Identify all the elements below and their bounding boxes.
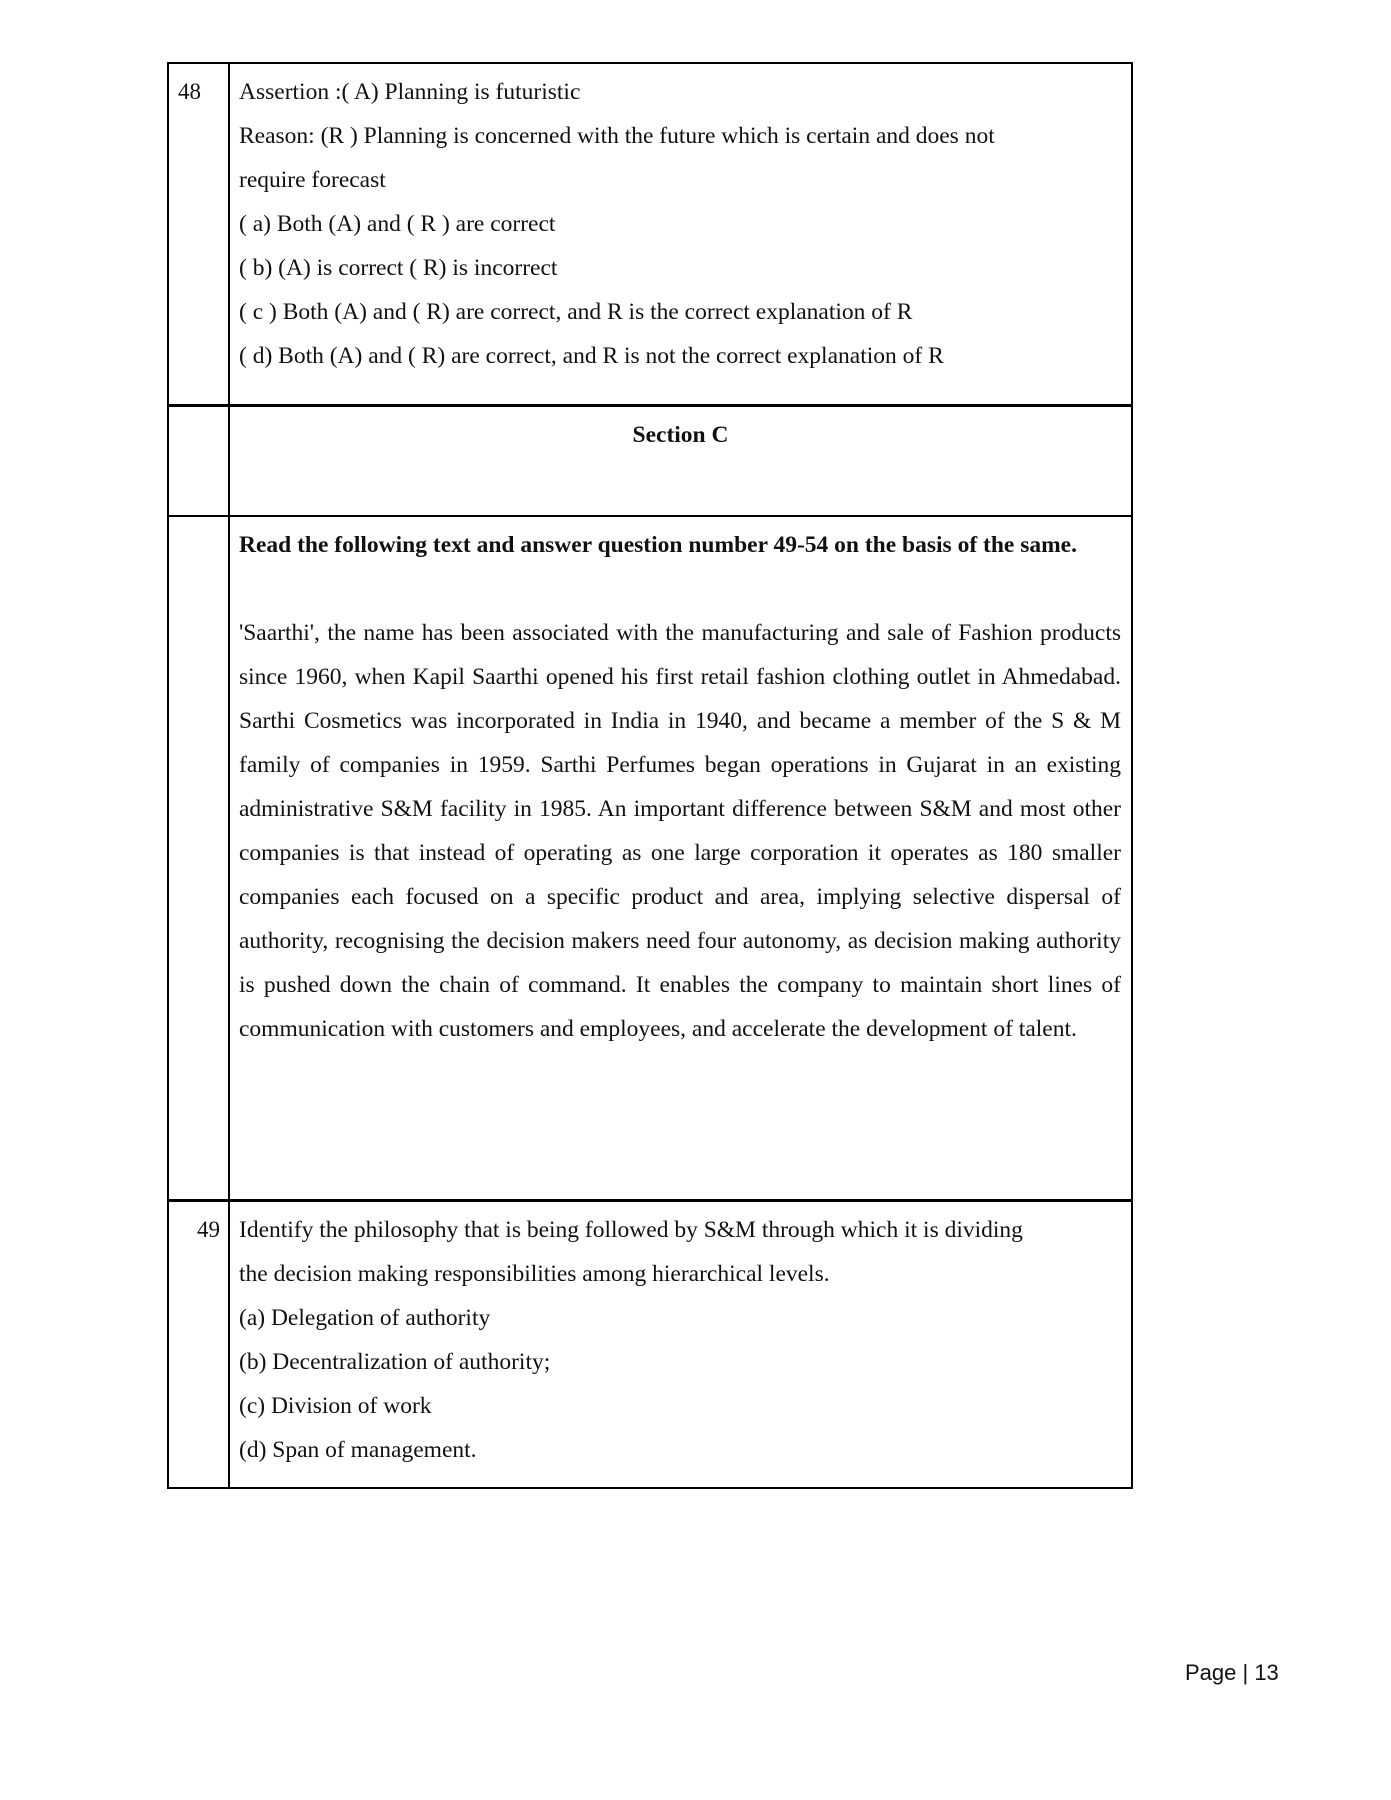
question-48-content (230, 64, 1131, 378)
question-table (167, 62, 1133, 1489)
option-d: (d) Span of management. (239, 1437, 477, 1463)
question-content-cell (229, 1201, 1132, 1489)
passage-cell (229, 516, 1132, 1201)
reason-text: Reason: (R ) Planning is concerned with the future which is certain and does not (239, 123, 995, 149)
reason-text-cont: require forecast (239, 167, 386, 193)
option-d: ( d) Both (A) and ( R) are correct, and R is not the correct explanation of R (239, 343, 944, 369)
empty-number-cell (168, 516, 229, 1201)
option-b: ( b) (A) is correct ( R) is incorrect (239, 255, 558, 281)
assertion-text: Assertion :( A) Planning is futuristic (239, 79, 581, 105)
question-number-cell (168, 63, 229, 406)
passage-content (230, 517, 1131, 1051)
question-content-cell (229, 63, 1132, 406)
question-number: 49 (197, 1217, 220, 1242)
question-text: Identify the philosophy that is being followed by S&M through which it is dividing (239, 1217, 1023, 1243)
empty-number-cell (168, 406, 229, 517)
passage-row (168, 516, 1132, 1201)
question-49-content (230, 1202, 1131, 1472)
option-a: (a) Delegation of authority (239, 1305, 491, 1331)
passage-instruction: Read the following text and answer question number 49-54 on the basis of the same. (239, 532, 1077, 558)
page-number-footer: Page | 13 (1185, 1660, 1279, 1685)
section-c-row (168, 406, 1132, 517)
option-c: (c) Division of work (239, 1393, 432, 1419)
option-c: ( c ) Both (A) and ( R) are correct, and R is the correct explanation of R (239, 299, 913, 325)
section-title: Section C (632, 422, 729, 448)
question-number-cell (168, 1201, 229, 1489)
option-b: (b) Decentralization of authority; (239, 1349, 551, 1375)
question-49-row (168, 1201, 1132, 1489)
section-title-cell (229, 406, 1132, 517)
question-48-row (168, 63, 1132, 406)
option-a: ( a) Both (A) and ( R ) are correct (239, 211, 556, 237)
question-text-cont: the decision making responsibilities among hierarchical levels. (239, 1261, 830, 1287)
question-number: 48 (178, 79, 201, 104)
passage-text: 'Saarthi', the name has been associated with the manufacturing and sale of Fashion products since 1960, when Kapil Saarthi opened his first retail fashion clothing outlet in Ahmedabad. Sarthi Cosmetics was incorporated in India in 1940, and became a member of the S & M family of companies in 1959. Sarthi Perfumes began operations in Gujarat in an existing administrative S&M facility in 1985. An important difference between S&M and most other companies is that instead of operating as one large corporation it operates as 180 smaller companies each focused on a specific product and area, implying selective dispersal of authority, recognising the decision makers need four autonomy, as decision making authority is pushed down the chain of command. It enables the company to maintain short lines of communication with customers and employees, and accelerate the development of talent. (239, 620, 1121, 1042)
